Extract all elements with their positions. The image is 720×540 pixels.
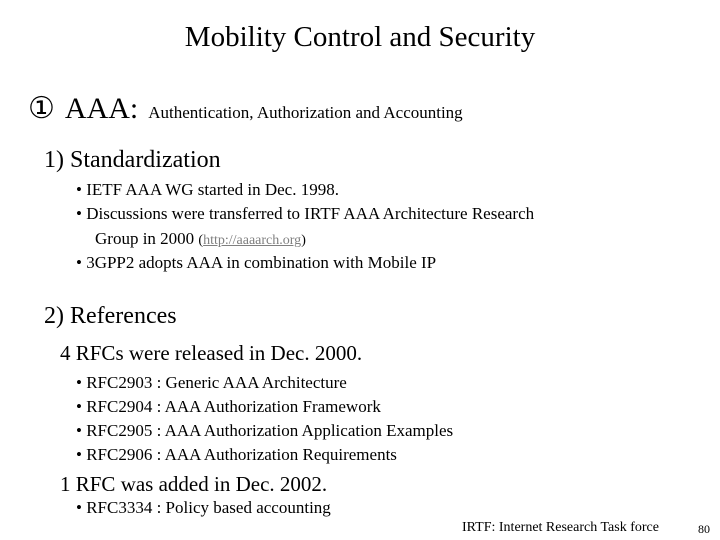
bullet-item: • IETF AAA WG started in Dec. 1998. — [76, 180, 339, 199]
aaa-heading — [28, 94, 463, 124]
paren-open: ( — [198, 233, 204, 248]
continuation-text: Group in 2000 — [95, 229, 195, 248]
rfc-list-item: • RFC3334 : Policy based accounting — [76, 498, 331, 517]
rfc-list-item: • RFC2904 : AAA Authorization Framework — [76, 397, 381, 416]
page-number: 80 — [698, 522, 710, 536]
aaaarch-link[interactable]: http://aaaarch.org — [203, 233, 302, 248]
bullet-item: • 3GPP2 adopts AAA in combination with Mobile IP — [76, 253, 437, 272]
paren-close: ) — [301, 233, 306, 248]
rfc-added-note: 1 RFC was added in Dec. 2002. — [60, 472, 328, 496]
bullet-continuation — [95, 230, 306, 248]
circled-number-marker: ① — [28, 92, 55, 125]
footer-note: IRTF: Internet Research Task force — [462, 520, 659, 535]
aaa-description: Authentication, Authorization and Accounting — [148, 103, 463, 122]
link-group — [198, 233, 305, 248]
section-heading-standardization: 1) Standardization — [44, 147, 221, 173]
section-heading-references: 2) References — [44, 303, 177, 329]
rfc-list-item: • RFC2905 : AAA Authorization Application Examples — [76, 421, 454, 440]
rfc-list-item: • RFC2903 : Generic AAA Architecture — [76, 373, 347, 392]
aaa-colon: : — [129, 92, 139, 125]
bullet-item: • Discussions were transferred to IRTF AAA Architecture Research — [76, 204, 535, 223]
slide-title: Mobility Control and Security — [184, 21, 536, 53]
rfc-list-item: • RFC2906 : AAA Authorization Requirements — [76, 445, 397, 464]
rfc-release-note: 4 RFCs were released in Dec. 2000. — [60, 341, 363, 365]
aaa-label: AAA — [64, 92, 130, 125]
